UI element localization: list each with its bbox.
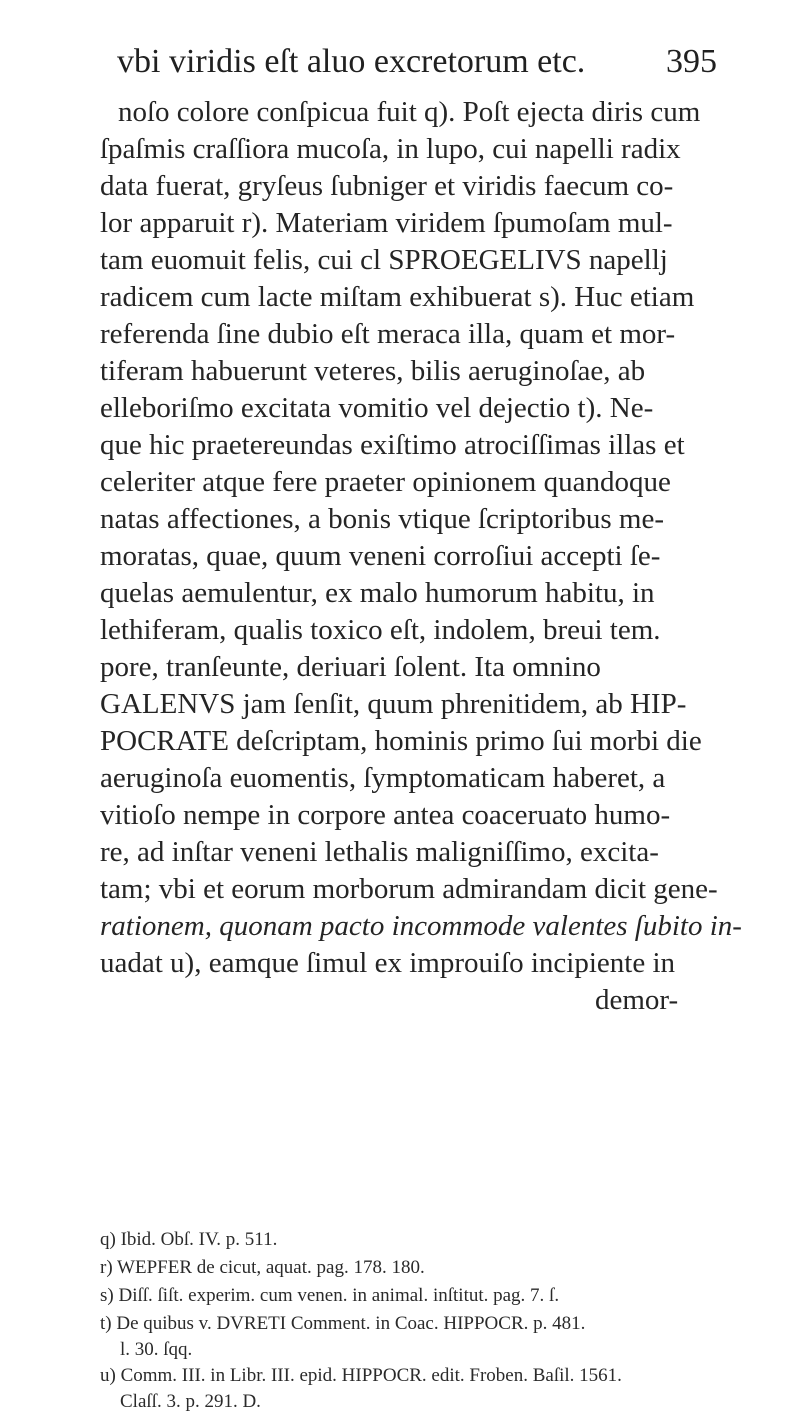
text-line: natas affectiones, a bonis vtique ſcriptoribus me- bbox=[100, 503, 664, 535]
footnote-s: s) Diſſ. ſiſt. experim. cum venen. in animal. inſtitut. pag. 7. ſ. bbox=[100, 1285, 560, 1306]
text-line: que hic praetereundas exiſtimo atrociſſimas illas et bbox=[100, 429, 685, 461]
text-line: tam euomuit felis, cui cl SPROEGELIVS napellj bbox=[100, 244, 668, 276]
text-line: aeruginoſa euomentis, ſymptomaticam haberet, a bbox=[100, 762, 666, 794]
text-line: data fuerat, gryſeus ſubniger et viridis faecum co- bbox=[100, 170, 674, 202]
text-line: ſpaſmis craſſiora mucoſa, in lupo, cui napelli radix bbox=[100, 133, 681, 165]
text-line: tiferam habuerunt veteres, bilis aeruginoſae, ab bbox=[100, 355, 646, 387]
text-line: vitioſo nempe in corpore antea coaceruato humo- bbox=[100, 799, 671, 831]
text-line: re, ad inſtar veneni lethalis maligniſſimo, excita- bbox=[100, 836, 659, 868]
catchword: demor- bbox=[595, 984, 679, 1016]
text-line: rationem, quonam pacto incommode valentes ſubito in- bbox=[100, 910, 742, 942]
footnote-u: u) Comm. III. in Libr. III. epid. HIPPOCR. edit. Froben. Baſil. 1561. bbox=[100, 1365, 622, 1386]
page-number: 395 bbox=[666, 43, 717, 80]
text-line: quelas aemulentur, ex malo humorum habitu, in bbox=[100, 577, 655, 609]
text-line: noſo colore conſpicua fuit q). Poſt ejecta diris cum bbox=[118, 96, 701, 128]
text-line: radicem cum lacte miſtam exhibuerat s). Huc etiam bbox=[100, 281, 695, 313]
footnote-t-continued: l. 30. ſqq. bbox=[120, 1339, 193, 1360]
footnote-u-continued: Claſſ. 3. p. 291. D. bbox=[120, 1391, 261, 1412]
running-head bbox=[117, 42, 717, 82]
text-line: lethiferam, qualis toxico eſt, indolem, breui tem. bbox=[100, 614, 661, 646]
footnote-q: q) Ibid. Obſ. IV. p. 511. bbox=[100, 1229, 278, 1250]
text-line: referenda ſine dubio eſt meraca illa, quam et mor- bbox=[100, 318, 676, 350]
text-line: tam; vbi et eorum morborum admirandam dicit gene- bbox=[100, 873, 718, 905]
text-line: GALENVS jam ſenſit, quum phrenitidem, ab HIP- bbox=[100, 688, 687, 720]
footnote-t: t) De quibus v. DVRETI Comment. in Coac. HIPPOCR. p. 481. bbox=[100, 1313, 586, 1334]
text-line: pore, tranſeunte, deriuari ſolent. Ita omnino bbox=[100, 651, 601, 683]
text-line: uadat u), eamque ſimul ex improuiſo incipiente in bbox=[100, 947, 676, 979]
text-line: POCRATE deſcriptam, hominis primo ſui morbi die bbox=[100, 725, 702, 757]
text-line: celeriter atque fere praeter opinionem quandoque bbox=[100, 466, 671, 498]
running-title: vbi viridis eſt aluo excretorum etc. bbox=[117, 43, 586, 80]
text-line: moratas, quae, quum veneni corroſiui accepti ſe- bbox=[100, 540, 661, 572]
footnote-r: r) WEPFER de cicut, aquat. pag. 178. 180. bbox=[100, 1257, 425, 1278]
text-line: elleboriſmo excitata vomitio vel dejectio t). Ne- bbox=[100, 392, 654, 424]
text-line: lor apparuit r). Materiam viridem ſpumoſam mul- bbox=[100, 207, 673, 239]
